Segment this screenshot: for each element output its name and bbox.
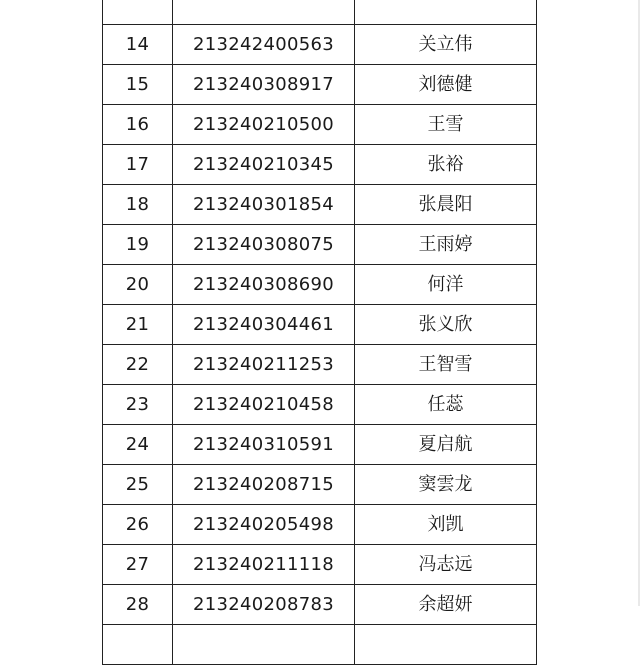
row-number: 19: [103, 225, 173, 265]
row-number: 24: [103, 425, 173, 465]
table-row: [103, 505, 537, 545]
student-id: 213240210345: [173, 145, 355, 185]
row-number: 23: [103, 385, 173, 425]
student-id: 213240308690: [173, 265, 355, 305]
student-id: 213240301854: [173, 185, 355, 225]
table-row: [103, 585, 537, 625]
student-name: 何洋: [355, 265, 537, 305]
row-number: 22: [103, 345, 173, 385]
student-id: 213240211253: [173, 345, 355, 385]
student-id: 213240308075: [173, 225, 355, 265]
table-cell-blank: [103, 625, 173, 665]
table-row: [103, 265, 537, 305]
row-number: 17: [103, 145, 173, 185]
table-row: [103, 345, 537, 385]
student-name: 夏启航: [355, 425, 537, 465]
row-number: 26: [103, 505, 173, 545]
row-number: 18: [103, 185, 173, 225]
table-row: [103, 305, 537, 345]
student-id: 213240208783: [173, 585, 355, 625]
roster-table: [102, 0, 537, 665]
table-row: [103, 25, 537, 65]
student-name: 王智雪: [355, 345, 537, 385]
student-id: 213240304461: [173, 305, 355, 345]
student-name: 冯志远: [355, 545, 537, 585]
student-id: 213240308917: [173, 65, 355, 105]
student-name: 张晨阳: [355, 185, 537, 225]
row-number: 21: [103, 305, 173, 345]
student-name: 刘凯: [355, 505, 537, 545]
table-cell-blank: [355, 0, 537, 25]
table-row: [103, 185, 537, 225]
student-id: 213240208715: [173, 465, 355, 505]
student-id: 213240210458: [173, 385, 355, 425]
row-number: 16: [103, 105, 173, 145]
table-row: [103, 65, 537, 105]
table-row: [103, 145, 537, 185]
row-number: 28: [103, 585, 173, 625]
table-row: [103, 385, 537, 425]
table-cell-blank: [355, 625, 537, 665]
row-number: 14: [103, 25, 173, 65]
student-name: 刘德健: [355, 65, 537, 105]
row-number: 15: [103, 65, 173, 105]
student-id: 213242400563: [173, 25, 355, 65]
student-id: 213240205498: [173, 505, 355, 545]
table-row: [103, 225, 537, 265]
student-name: 张裕: [355, 145, 537, 185]
table-cell-blank: [173, 625, 355, 665]
table-row: [103, 105, 537, 145]
student-name: 王雪: [355, 105, 537, 145]
student-id: 213240210500: [173, 105, 355, 145]
student-name: 王雨婷: [355, 225, 537, 265]
roster-table-container: [102, 0, 537, 665]
student-id: 213240211118: [173, 545, 355, 585]
student-name: 余超妍: [355, 585, 537, 625]
student-name: 关立伟: [355, 25, 537, 65]
row-number: 25: [103, 465, 173, 505]
table-cell-blank: [173, 0, 355, 25]
student-name: 张义欣: [355, 305, 537, 345]
table-row: [103, 465, 537, 505]
table-row: [103, 545, 537, 585]
table-row: [103, 425, 537, 465]
table-row-blank-bottom: [103, 625, 537, 665]
table-row-blank-top: [103, 0, 537, 25]
student-id: 213240310591: [173, 425, 355, 465]
row-number: 27: [103, 545, 173, 585]
table-cell-blank: [103, 0, 173, 25]
student-name: 任蕊: [355, 385, 537, 425]
student-name: 窦雲龙: [355, 465, 537, 505]
row-number: 20: [103, 265, 173, 305]
